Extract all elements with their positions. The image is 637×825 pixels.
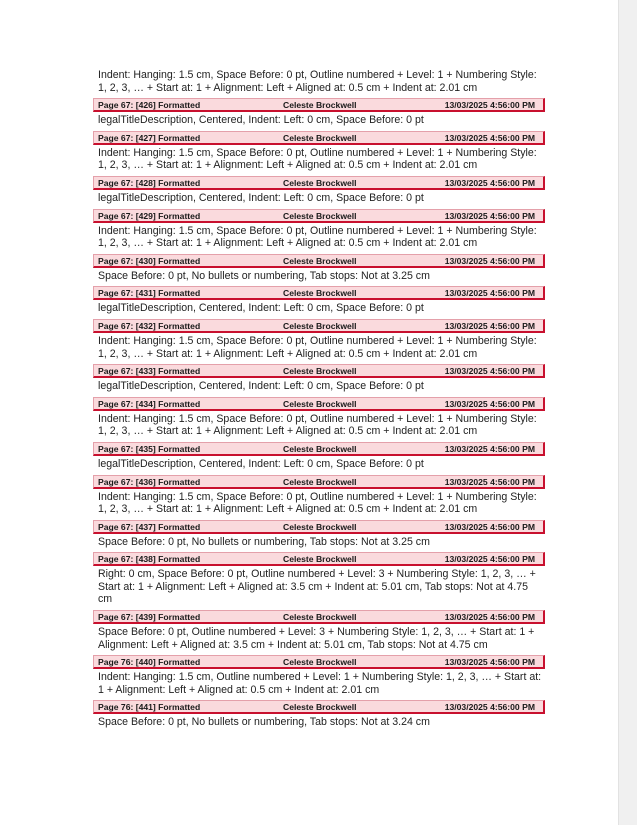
revision-date: 13/03/2025 4:56:00 PM (444, 177, 535, 188)
revision-label: Page 67: [429] Formatted (98, 210, 201, 221)
revision-label: Page 67: [433] Formatted (98, 366, 201, 377)
revision-header (93, 254, 545, 268)
revision-entry (93, 364, 545, 393)
revision-header (93, 397, 545, 411)
revision-author: Celeste Brockwell (283, 398, 357, 409)
revision-author: Celeste Brockwell (283, 612, 357, 623)
formatting-description: Indent: Hanging: 1.5 cm, Space Before: 0 pt, Outline numbered + Level: 1 + Numbering Style: 1, 2, 3, … + Start at: 1 + Alignment: Left + Aligned at: 0.5 cm + Indent at: 2.01 cm (98, 69, 537, 94)
revision-label: Page 67: [438] Formatted (98, 554, 201, 565)
revision-entry (93, 397, 545, 438)
revision-label: Page 67: [436] Formatted (98, 476, 201, 487)
revision-date: 13/03/2025 4:56:00 PM (444, 288, 535, 299)
revision-header (93, 286, 545, 300)
revision-entry (93, 131, 545, 172)
formatting-description: legalTitleDescription, Centered, Indent: Left: 0 cm, Space Before: 0 pt (98, 191, 424, 204)
formatting-description: Space Before: 0 pt, No bullets or numbering, Tab stops: Not at 3.25 cm (98, 535, 430, 548)
revision-author: Celeste Brockwell (283, 366, 357, 377)
revision-header (93, 610, 545, 624)
revision-author: Celeste Brockwell (283, 521, 357, 532)
revision-author: Celeste Brockwell (283, 210, 357, 221)
revision-entry (93, 176, 545, 205)
formatting-description: legalTitleDescription, Centered, Indent: Left: 0 cm, Space Before: 0 pt (98, 114, 424, 127)
revision-header (93, 475, 545, 489)
formatting-description: Indent: Hanging: 1.5 cm, Space Before: 0 pt, Outline numbered + Level: 1 + Numbering Style: 1, 2, 3, … + Start at: 1 + Alignment: Left + Aligned at: 0.5 cm + Indent at: 2.01 cm (98, 224, 537, 250)
formatting-description: legalTitleDescription, Centered, Indent: Left: 0 cm, Space Before: 0 pt (98, 380, 424, 393)
revision-date: 13/03/2025 4:56:00 PM (444, 255, 535, 266)
revision-date: 13/03/2025 4:56:00 PM (444, 320, 535, 331)
revision-header (93, 176, 545, 190)
revision-label: Page 67: [434] Formatted (98, 398, 201, 409)
formatting-description: Indent: Hanging: 1.5 cm, Space Before: 0 pt, Outline numbered + Level: 1 + Numbering Style: 1, 2, 3, … + Start at: 1 + Alignment: Left + Aligned at: 0.5 cm + Indent at: 2.01 cm (98, 412, 537, 438)
revision-entry (93, 442, 545, 471)
formatting-description: Space Before: 0 pt, No bullets or numbering, Tab stops: Not at 3.24 cm (98, 716, 430, 729)
formatting-description: legalTitleDescription, Centered, Indent: Left: 0 cm, Space Before: 0 pt (98, 457, 424, 470)
revision-date: 13/03/2025 4:56:00 PM (444, 366, 535, 377)
revision-label: Page 76: [441] Formatted (98, 702, 201, 713)
revision-entry (93, 319, 545, 360)
formatting-description: Indent: Hanging: 1.5 cm, Outline numbered + Level: 1 + Numbering Style: 1, 2, 3, … + Start at: 1 + Alignment: Left + Aligned at: 0.5 cm + Indent at: 2.01 cm (98, 671, 542, 696)
revision-date: 13/03/2025 4:56:00 PM (444, 476, 535, 487)
revision-header (93, 552, 545, 566)
revision-author: Celeste Brockwell (283, 476, 357, 487)
revision-label: Page 67: [432] Formatted (98, 320, 201, 331)
revision-label: Page 67: [439] Formatted (98, 612, 201, 623)
revision-header (93, 655, 545, 669)
page-gutter (618, 0, 637, 825)
revision-label: Page 67: [427] Formatted (98, 132, 201, 143)
revision-label: Page 67: [428] Formatted (98, 177, 201, 188)
revision-header (93, 700, 545, 714)
revision-entry (93, 209, 545, 250)
revision-date: 13/03/2025 4:56:00 PM (444, 100, 535, 111)
revision-entry (93, 98, 545, 127)
revision-author: Celeste Brockwell (283, 657, 357, 668)
revision-entry (93, 610, 545, 651)
revision-list (93, 69, 545, 729)
revision-date: 13/03/2025 4:56:00 PM (444, 521, 535, 532)
revision-entry (93, 254, 545, 283)
revision-author: Celeste Brockwell (283, 100, 357, 111)
revision-date: 13/03/2025 4:56:00 PM (444, 443, 535, 454)
formatting-description: legalTitleDescription, Centered, Indent: Left: 0 cm, Space Before: 0 pt (98, 302, 424, 315)
formatting-description: Space Before: 0 pt, No bullets or numbering, Tab stops: Not at 3.25 cm (98, 269, 430, 282)
revision-header (93, 442, 545, 456)
revision-header (93, 98, 545, 112)
revision-author: Celeste Brockwell (283, 554, 357, 565)
revision-date: 13/03/2025 4:56:00 PM (444, 657, 535, 668)
revision-entry (93, 286, 545, 315)
revision-author: Celeste Brockwell (283, 443, 357, 454)
revision-label: Page 67: [430] Formatted (98, 255, 201, 266)
revision-author: Celeste Brockwell (283, 702, 357, 713)
revision-entry (93, 552, 545, 606)
revision-label: Page 76: [440] Formatted (98, 657, 201, 668)
revision-header (93, 364, 545, 378)
formatting-description: Indent: Hanging: 1.5 cm, Space Before: 0 pt, Outline numbered + Level: 1 + Numbering Style: 1, 2, 3, … + Start at: 1 + Alignment: Left + Aligned at: 0.5 cm + Indent at: 2.01 cm (98, 334, 537, 360)
formatting-description: Right: 0 cm, Space Before: 0 pt, Outline numbered + Level: 3 + Numbering Style: 1, 2, 3, … + Start at: 1 + Alignment: Left + Aligned at: 3.5 cm + Indent at: 5.01 cm, Tab stops: Not at 4.75 cm (98, 568, 536, 606)
revision-label: Page 67: [435] Formatted (98, 443, 201, 454)
revision-entry (93, 520, 545, 549)
revision-author: Celeste Brockwell (283, 177, 357, 188)
revision-label: Page 67: [431] Formatted (98, 288, 201, 299)
revision-date: 13/03/2025 4:56:00 PM (444, 554, 535, 565)
revision-label: Page 67: [426] Formatted (98, 100, 201, 111)
formatting-description: Indent: Hanging: 1.5 cm, Space Before: 0 pt, Outline numbered + Level: 1 + Numbering Style: 1, 2, 3, … + Start at: 1 + Alignment: Left + Aligned at: 0.5 cm + Indent at: 2.01 cm (98, 490, 537, 516)
revision-date: 13/03/2025 4:56:00 PM (444, 702, 535, 713)
revision-label: Page 67: [437] Formatted (98, 521, 201, 532)
revision-date: 13/03/2025 4:56:00 PM (444, 210, 535, 221)
revision-author: Celeste Brockwell (283, 288, 357, 299)
revision-entry (93, 655, 545, 696)
revision-header (93, 209, 545, 223)
revision-author: Celeste Brockwell (283, 132, 357, 143)
revision-entry (93, 475, 545, 516)
revision-header (93, 520, 545, 534)
revision-header (93, 131, 545, 145)
revision-date: 13/03/2025 4:56:00 PM (444, 398, 535, 409)
revision-date: 13/03/2025 4:56:00 PM (444, 612, 535, 623)
formatting-description: Indent: Hanging: 1.5 cm, Space Before: 0 pt, Outline numbered + Level: 1 + Numbering Style: 1, 2, 3, … + Start at: 1 + Alignment: Left + Aligned at: 0.5 cm + Indent at: 2.01 cm (98, 146, 537, 172)
revision-author: Celeste Brockwell (283, 255, 357, 266)
revision-header (93, 319, 545, 333)
revision-author: Celeste Brockwell (283, 320, 357, 331)
revision-date: 13/03/2025 4:56:00 PM (444, 132, 535, 143)
revision-entry (93, 700, 545, 729)
formatting-description: Space Before: 0 pt, Outline numbered + Level: 3 + Numbering Style: 1, 2, 3, … + Start at: 1 + Alignment: Left + Aligned at: 3.5 cm + Indent at: 5.01 cm, Tab stops: Not at 4.75 cm (98, 626, 535, 651)
revision-entries (93, 98, 545, 729)
